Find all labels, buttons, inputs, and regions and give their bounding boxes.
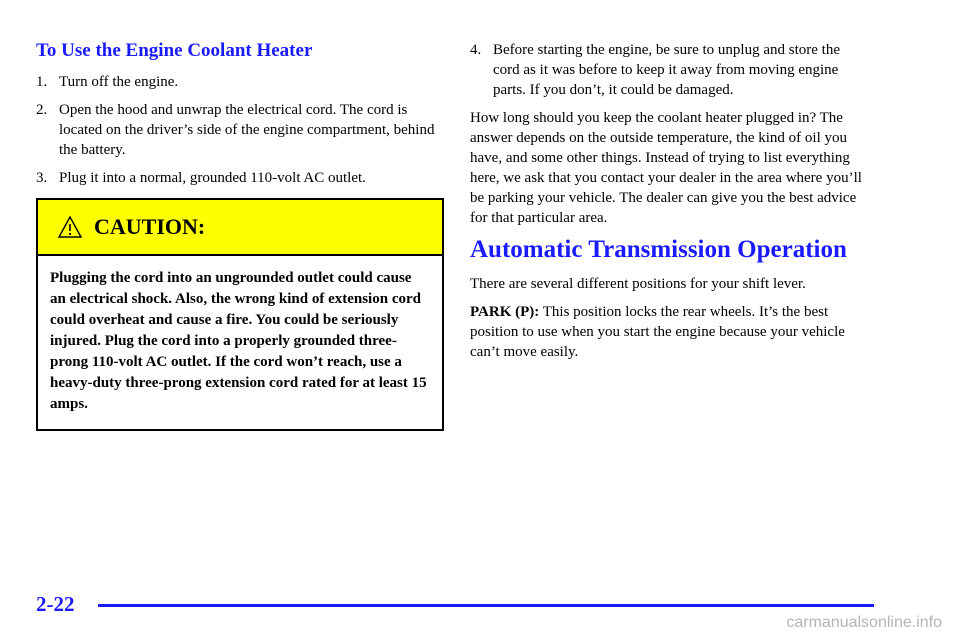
step-text: Open the hood and unwrap the electrical cord. The cord is located on the driver’s side of the engine compartment, behind the battery. [59, 102, 435, 158]
step-number: 3. [36, 170, 48, 186]
step-text: Before starting the engine, be sure to unplug and store the cord as it was before to keep it away from moving engine parts. If you don’t, it could be damaged. [493, 42, 840, 98]
coolant-duration-paragraph: How long should you keep the coolant heater plugged in? The answer depends on the outside temperature, the kind of oil you have, and some other things. Instead of trying to list everything here, we ask that you contact your dealer in the area where you’ll be parking your vehicle. The dealer can give you the best advice for that particular area. [470, 110, 862, 226]
left-column [36, 40, 442, 431]
park-paragraph [470, 302, 870, 362]
right-column [470, 40, 870, 370]
caution-label: CAUTION: [94, 214, 206, 239]
section-heading-coolant-heater: To Use the Engine Coolant Heater [36, 40, 313, 61]
step-4 [470, 40, 870, 100]
step-2 [36, 100, 442, 160]
caution-text: Plugging the cord into an ungrounded outlet could cause an electrical shock. Also, the wrong kind of extension cord could overheat and cause a fire. You could be seriously injured. Plug the cord into a properly grounded three-prong 110-volt AC outlet. If the cord won’t reach, use a heavy-duty three-prong extension cord rated for at least 15 amps. [50, 270, 427, 412]
watermark: carmanualsonline.info [786, 614, 942, 631]
step-text: Plug it into a normal, grounded 110-volt AC outlet. [59, 170, 366, 186]
caution-header [38, 200, 442, 256]
step-text: Turn off the engine. [59, 74, 179, 90]
footer-rule [98, 604, 874, 607]
shift-lever-intro: There are several different positions for your shift lever. [470, 276, 806, 292]
step-3 [36, 168, 442, 188]
park-text: This position locks the rear wheels. It’s the best position to use when you start the engine because your vehicle can’t move easily. [470, 304, 845, 360]
warning-triangle-icon [58, 216, 82, 238]
page-number: 2-22 [36, 592, 75, 616]
step-number: 2. [36, 102, 48, 118]
step-1 [36, 72, 442, 92]
section-heading-transmission: Automatic Transmission Operation [470, 236, 847, 263]
step-number: 4. [470, 42, 482, 58]
park-label: PARK (P): [470, 304, 540, 320]
step-number: 1. [36, 74, 48, 90]
caution-box [36, 198, 444, 431]
